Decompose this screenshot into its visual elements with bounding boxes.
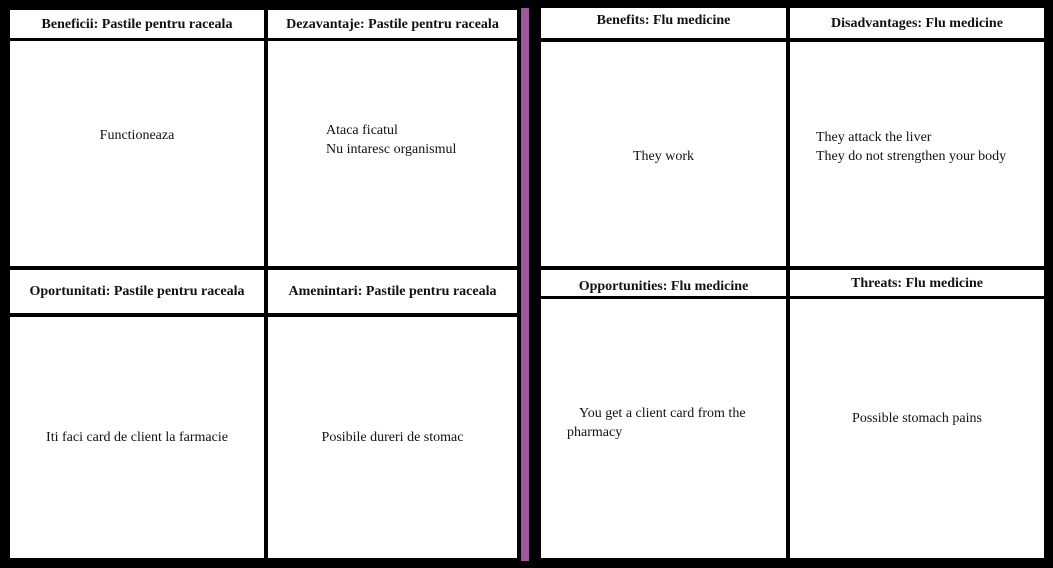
strengths-content-en xyxy=(541,42,786,266)
panel-divider xyxy=(521,8,529,561)
opportunities-item-en: You get a client card from the pharmacy xyxy=(567,405,746,440)
strengths-content-ro xyxy=(10,41,264,266)
opportunities-header-ro: Oportunitati: Pastile pentru raceala xyxy=(10,270,264,313)
threats-content-ro xyxy=(268,317,517,558)
opportunities-item-ro: Iti faci card de client la farmacie xyxy=(46,430,228,445)
threats-header-ro: Amenintari: Pastile pentru raceala xyxy=(268,270,517,313)
threats-header-en: Threats: Flu medicine xyxy=(790,270,1044,296)
weaknesses-content-en xyxy=(790,42,1044,266)
threats-content-en xyxy=(790,299,1044,558)
weaknesses-item-ro: Nu intaresc organismul xyxy=(326,142,457,157)
strengths-header-en: Benefits: Flu medicine xyxy=(541,8,786,38)
opportunities-content-en xyxy=(541,299,786,558)
english-swot-panel xyxy=(534,0,1053,568)
strengths-header-ro: Beneficii: Pastile pentru raceala xyxy=(10,10,264,38)
weaknesses-header-ro: Dezavantaje: Pastile pentru raceala xyxy=(268,10,517,38)
opportunities-content-ro xyxy=(10,317,264,558)
weaknesses-item-ro: Ataca ficatul xyxy=(326,123,398,138)
opportunities-header-en: Opportunities: Flu medicine xyxy=(541,270,786,296)
threats-item-ro: Posibile dureri de stomac xyxy=(321,430,464,445)
strengths-item-en: They work xyxy=(632,148,695,164)
threats-item-en: Possible stomach pains xyxy=(852,411,982,426)
weaknesses-item-en: They attack the liver xyxy=(816,130,932,145)
strengths-item-ro: Functioneaza xyxy=(99,128,175,143)
weaknesses-content-ro xyxy=(268,41,517,266)
weaknesses-item-en: They do not strengthen your body xyxy=(816,149,1007,164)
weaknesses-header-en: Disadvantages: Flu medicine xyxy=(790,8,1044,38)
romanian-swot-panel xyxy=(0,0,525,568)
